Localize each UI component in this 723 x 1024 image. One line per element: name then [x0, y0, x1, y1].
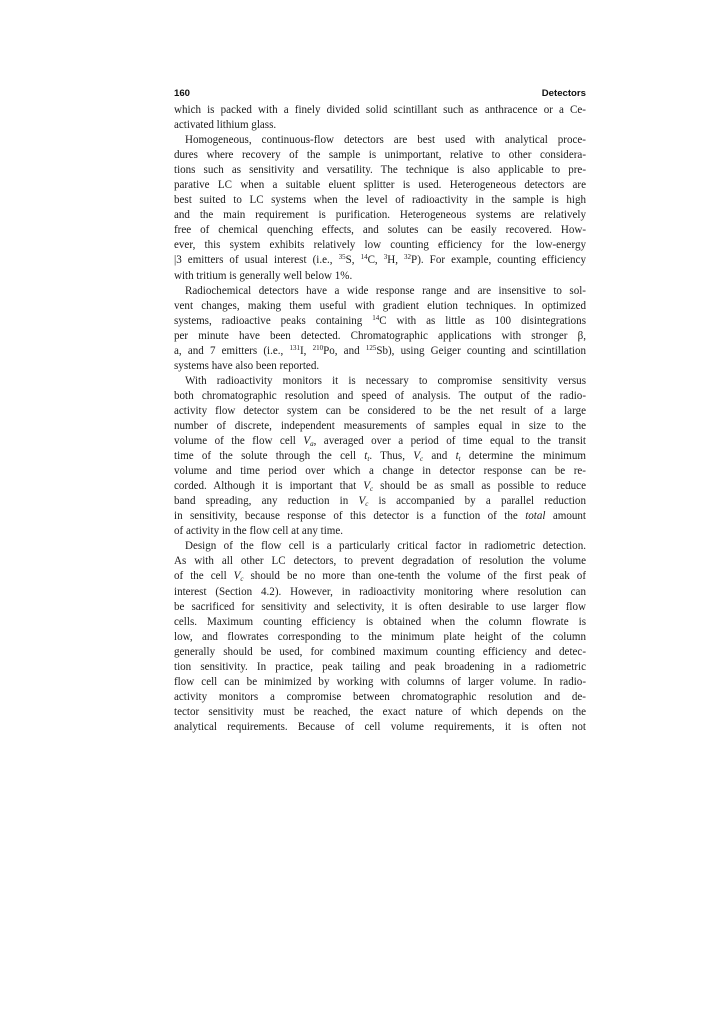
- superscript: 14: [360, 253, 368, 262]
- text-line: [174, 148, 586, 163]
- text-run: Po, and: [323, 344, 366, 357]
- text-run: As with all other LC detectors, to prevent degradation of resolution the volume: [174, 555, 586, 568]
- running-title: Detectors: [541, 88, 586, 99]
- text-line: [174, 554, 586, 569]
- text-line: [174, 569, 586, 584]
- text-line: [174, 299, 586, 314]
- text-run: activity monitors a compromise between chromatographic resolution and de-: [174, 690, 586, 703]
- text-line: [174, 660, 586, 675]
- text-run: total: [525, 510, 546, 523]
- text-run: determine the minimum: [460, 450, 586, 463]
- text-line: [174, 269, 586, 284]
- text-run: and the main requirement is purification. Heterogeneous systems are relatively: [174, 209, 586, 222]
- text-line: [174, 419, 586, 434]
- text-line: [174, 208, 586, 223]
- text-run: of the cell: [174, 570, 234, 583]
- subscript: c: [420, 455, 424, 464]
- superscript: 3: [383, 253, 388, 262]
- text-run: V: [303, 435, 311, 448]
- text-run: both chromatographic resolution and speed of analysis. The output of the radio-: [174, 389, 586, 402]
- subscript: c: [365, 500, 369, 509]
- text-run: parative LC when a suitable eluent splitter is used. Heterogeneous detectors are: [174, 179, 586, 192]
- text-line: [174, 389, 586, 404]
- text-run: number of discrete, independent measurements of samples equal in size to the: [174, 419, 586, 432]
- text-line: [174, 449, 586, 464]
- text-line: [174, 118, 586, 133]
- superscript: 125: [365, 343, 377, 352]
- text-line: [174, 705, 586, 720]
- text-run: free of chemical quenching effects, and solutes can be easily recovered. How-: [174, 224, 586, 237]
- superscript: 210: [312, 343, 324, 352]
- text-line: [174, 359, 586, 374]
- text-run: . Thus,: [369, 450, 414, 463]
- text-run: I,: [299, 344, 313, 357]
- text-run: analytical requirements. Because of cell volume requirements, it is often not: [174, 720, 586, 733]
- text-run: flow cell can be minimized by working with columns of larger volume. In radio-: [174, 675, 586, 688]
- text-run: which is packed with a finely divided solid scintillant such as anthracence or a Ce-: [174, 104, 586, 116]
- text-run: time of the solute through the cell: [174, 450, 365, 463]
- text-line: [174, 178, 586, 193]
- text-run: generally should be used, for combined maximum counting efficiency and detec-: [174, 645, 586, 658]
- text-run: corded. Although it is important that: [174, 480, 364, 493]
- text-line: [174, 314, 586, 329]
- text-line: [174, 374, 586, 389]
- text-run: t: [455, 450, 459, 463]
- text-run: volume and time period over which a change in detector response can be re-: [174, 465, 586, 478]
- text-line: [174, 344, 586, 359]
- text-line: [174, 238, 586, 253]
- subscript: t: [367, 455, 370, 464]
- text-run: V: [363, 480, 371, 493]
- text-run: activated lithium glass.: [174, 119, 277, 132]
- text-line: [174, 494, 586, 509]
- text-run: Design of the flow cell is a particularly critical factor in radiometric detection.: [185, 540, 586, 553]
- text-run: Homogeneous, continuous-flow detectors are best used with analytical proce-: [185, 134, 586, 147]
- text-line: [174, 690, 586, 705]
- text-run: and: [423, 450, 456, 463]
- text-line: [174, 329, 586, 344]
- text-run: best suited to LC systems when the level of radioactivity in the sample is high: [174, 194, 586, 207]
- text-run: volume of the flow cell: [174, 435, 304, 448]
- superscript: 14: [372, 313, 380, 322]
- text-run: a, and 7 emitters (i.e.,: [174, 344, 290, 357]
- text-line: [174, 630, 586, 645]
- text-run: C,: [367, 254, 384, 267]
- text-line: [174, 600, 586, 615]
- text-run: should be no more than one-tenth the volume of the first peak of: [243, 570, 586, 583]
- text-run: be sacrificed for sensitivity and selectivity, it is often desirable to use larger flow: [174, 600, 586, 613]
- text-line: [174, 103, 586, 118]
- text-run: with tritium is generally well below 1%.: [174, 269, 353, 282]
- text-run: should be as small as possible to reduce: [373, 480, 586, 493]
- text-line: [174, 479, 586, 494]
- text-run: band spreading, any reduction in: [174, 495, 359, 508]
- superscript: 131: [289, 343, 300, 352]
- superscript: 35: [338, 253, 346, 262]
- text-run: V: [358, 495, 366, 508]
- body-text: [174, 103, 586, 735]
- text-line: [174, 509, 586, 524]
- text-run: vent changes, making them useful with gradient elution techniques. In optimized: [174, 299, 586, 312]
- page-number: 160: [174, 88, 191, 99]
- text-line: [174, 524, 586, 539]
- text-run: interest (Section 4.2). However, in radioactivity monitoring where resolution can: [174, 585, 586, 598]
- text-run: C with as little as 100 disintegrations: [379, 314, 586, 327]
- running-header: [174, 86, 586, 102]
- text-line: [174, 645, 586, 660]
- text-run: dures where recovery of the sample is unimportant, relative to other considera-: [174, 149, 586, 162]
- subscript: a: [310, 440, 314, 449]
- text-run: With radioactivity monitors it is necessary to compromise sensitivity versus: [185, 374, 586, 387]
- text-run: V: [413, 450, 420, 463]
- text-run: cells. Maximum counting efficiency is obtained when the column flowrate is: [174, 615, 586, 628]
- text-line: [174, 163, 586, 178]
- text-run: tion sensitivity. In practice, peak tailing and peak broadening in a radiometric: [174, 660, 586, 673]
- text-run: Sb), using Geiger counting and scintillation: [376, 344, 586, 357]
- text-line: [174, 193, 586, 208]
- text-run: activity flow detector system can be considered to be the net result of a large: [174, 404, 586, 417]
- text-line: [174, 464, 586, 479]
- text-line: [174, 720, 586, 735]
- text-run: amount: [545, 510, 586, 523]
- text-run: of activity in the flow cell at any time.: [174, 525, 344, 538]
- text-line: [174, 585, 586, 600]
- text-line: [174, 133, 586, 148]
- text-run: tions such as sensitivity and versatility. The technique is also applicable to pre-: [174, 164, 586, 177]
- text-run: in sensitivity, because response of this detector is a function of the: [174, 510, 526, 523]
- text-line: [174, 404, 586, 419]
- text-run: tector sensitivity must be reached, the exact nature of which depends on the: [174, 705, 586, 718]
- text-run: per minute have been detected. Chromatographic applications with stronger β,: [174, 329, 586, 342]
- text-run: low, and flowrates corresponding to the minimum plate height of the column: [174, 630, 586, 643]
- text-run: P). For example, counting efficiency: [411, 254, 586, 267]
- text-run: |3 emitters of usual interest (i.e.,: [174, 254, 339, 267]
- text-run: S,: [345, 254, 361, 267]
- text-line: [174, 675, 586, 690]
- text-run: systems have also been reported.: [174, 359, 320, 372]
- text-line: [174, 253, 586, 268]
- text-run: ever, this system exhibits relatively low counting efficiency for the low-energy: [174, 239, 586, 252]
- subscript: c: [370, 485, 374, 494]
- text-run: V: [233, 570, 241, 583]
- text-run: , averaged over a period of time equal to the transit: [313, 435, 586, 448]
- subscript: t: [458, 455, 461, 464]
- text-run: Radiochemical detectors have a wide response range and are insensitive to sol-: [185, 284, 586, 297]
- text-run: is accompanied by a parallel reduction: [368, 495, 586, 508]
- subscript: c: [240, 575, 244, 584]
- text-line: [174, 284, 586, 299]
- superscript: 32: [404, 253, 412, 262]
- text-run: t: [364, 450, 368, 463]
- text-line: [174, 223, 586, 238]
- text-line: [174, 539, 586, 554]
- text-line: [174, 434, 586, 449]
- text-run: H,: [387, 254, 405, 267]
- text-run: systems, radioactive peaks containing: [174, 314, 373, 327]
- text-line: [174, 615, 586, 630]
